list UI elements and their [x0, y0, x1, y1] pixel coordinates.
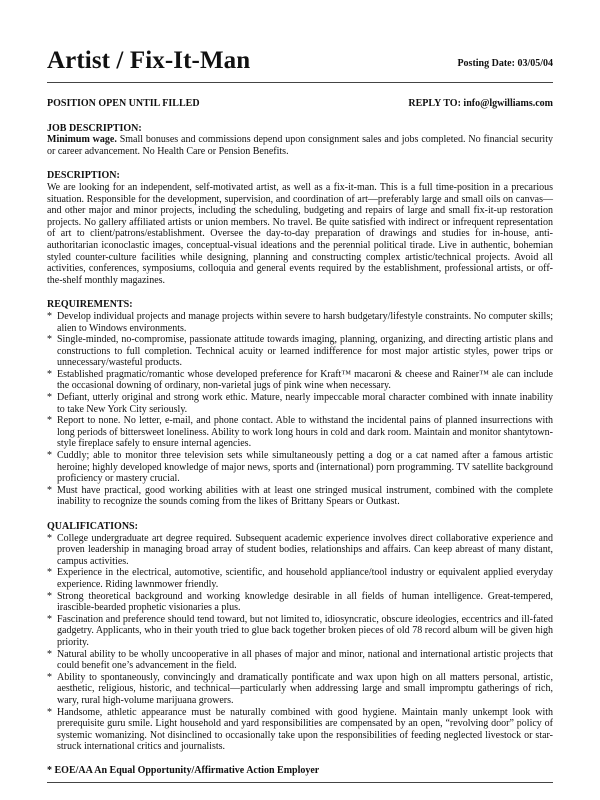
bullet-marker: * — [47, 567, 52, 579]
list-item-text: Handsome, athletic appearance must be naturally combined with good hygiene. Maintain manly unkempt look with prerequisite guru smile. Light household and yard responsibilities are compensated by an open, “revolving door” policy of systemic womanizing. Not disinclined to occasionally take upon the responsibilities of feeding neglected livestock or star-struck international critics and journalists. — [57, 706, 553, 753]
list-item — [47, 415, 553, 450]
header-divider — [47, 82, 553, 83]
list-item-text: Natural ability to be wholly uncooperative in all phases of major and minor, national and international artistic projects that could benefit one’s advancement in the field. — [57, 648, 553, 672]
job-description-section — [47, 123, 553, 158]
bullet-marker: * — [47, 706, 52, 718]
description-section — [47, 170, 553, 286]
page-header — [47, 46, 553, 80]
list-item — [47, 614, 553, 649]
list-item — [47, 567, 553, 590]
bullet-marker: * — [47, 310, 52, 322]
list-item — [47, 392, 553, 415]
subheader — [47, 98, 553, 110]
footer-divider — [47, 782, 553, 783]
list-item — [47, 649, 553, 672]
description-text: We are looking for an independent, self-motivated artist, as well as a fix-it-man. This is a full time-position in a precarious situation. Responsible for the development, supervision, and coordination of art—preferably large and small oils on canvas—and other major and minor projects, including the scheduling, budgeting and repairs of large and small fix-it-up restoration projects. No gallery affiliated artists or union members. No travel. Be quite satisfied with indirect or infrequent representation of art to client/patrons/establishment. Oversee the day-to-day preparation of drawings and studies for in-house, anti-authoritarian iconoclastic images, conceptual-visual ideations and the perennial political tirade. Live in authentic, bohemian styled counter-culture facilities while designing, planning and constructing complex artistic/technical projects. Avoid all activities, conferences, symposiums, colloquia and general events required by the establishment, professional artists, or off-the-shelf monthly magazines. — [47, 181, 553, 286]
list-item-text: Develop individual projects and manage projects within severe to harsh budgetary/lifestyle constraints. No computer skills; alien to Windows environments. — [57, 310, 553, 334]
list-item-text: Fascination and preference should tend toward, but not limited to, idiosyncratic, obscure ideologies, eccentrics and ill-fated gadgetry. Applicants, who in their youth tried to glue back together broken pieces of old 78 record album will be given high priority. — [57, 613, 553, 648]
requirements-heading: REQUIREMENTS: — [47, 299, 133, 311]
list-item-text: Defiant, utterly original and strong work ethic. Mature, nearly impeccable moral character combined with innate inability to take New York City seriously. — [57, 392, 553, 415]
list-item — [47, 707, 553, 753]
posting-date: Posting Date: 03/05/04 — [457, 58, 553, 70]
list-item — [47, 485, 553, 508]
list-item — [47, 672, 553, 707]
bullet-marker: * — [47, 671, 52, 683]
eeo-statement: * EOE/AA An Equal Opportunity/Affirmative Action Employer — [47, 764, 320, 776]
bullet-marker: * — [47, 532, 52, 544]
job-description-lead: Minimum wage. — [47, 134, 117, 146]
list-item — [47, 369, 553, 392]
bullet-marker: * — [47, 368, 52, 380]
page-title: Artist / Fix-It-Man — [47, 47, 251, 74]
requirements-list — [47, 311, 553, 508]
bullet-marker: * — [47, 648, 52, 660]
list-item-text: Ability to spontaneously, convincingly and dramatically pontificate and wax upon high on all matters personal, artistic, aesthetic, religious, historic, and technical—particularly when addressing large and small impromptu gatherings of rich, wary, rural high-volume marijuana growers. — [57, 671, 553, 706]
qualifications-section — [47, 521, 553, 753]
list-item-text: Single-minded, no-compromise, passionate attitude towards imaging, planning, organizing, and directing artistic plans and constructions to full completion. Technical acuity or learned indifference for most major artistic styles, power trips or unnecessary/wasteful products. — [57, 334, 553, 369]
reply-to: REPLY TO: info@lgwilliams.com — [408, 98, 553, 109]
list-item-text: College undergraduate art degree required. Subsequent academic experience involves direct collaborative experience and proven leadership in managing broad array of student bodies, relationships and affairs. Can keep abreast of many distant, campus activities. — [57, 532, 553, 567]
bullet-marker: * — [47, 484, 52, 496]
list-item — [47, 533, 553, 568]
requirements-section — [47, 299, 553, 508]
list-item — [47, 450, 553, 485]
qualifications-list — [47, 533, 553, 753]
list-item-text: Strong theoretical background and working knowledge desirable in all fields of human intelligence. Great-tempered, irascible-bearded prophetic visionaries a plus. — [57, 590, 553, 614]
list-item-text: Must have practical, good working abilities with at least one stringed musical instrument, combined with the complete inability to recognize the sounds coming from the likes of Brittany Spears or Outkast. — [57, 484, 553, 508]
bullet-marker: * — [47, 613, 52, 625]
list-item-text: Established pragmatic/romantic whose developed preference for Kraft™ macaroni & cheese and Rainer™ ale can include the occasional downing of ordinary, non-varietal jugs of pink wine when necessary. — [57, 368, 553, 392]
bullet-marker: * — [47, 450, 52, 462]
bullet-marker: * — [47, 415, 52, 427]
job-description-heading: JOB DESCRIPTION: — [47, 122, 142, 134]
list-item — [47, 334, 553, 369]
bullet-marker: * — [47, 334, 52, 346]
position-status: POSITION OPEN UNTIL FILLED — [47, 98, 200, 109]
bullet-marker: * — [47, 590, 52, 602]
list-item-text: Cuddly; able to monitor three television sets while simultaneously petting a dog or a cat named after a famous artistic heroine; highly developed knowledge of major news, sports and (international) porn programming. TV satellite background proficiency or mastery crucial. — [57, 450, 553, 485]
job-description-text — [47, 134, 553, 157]
description-heading: DESCRIPTION: — [47, 170, 120, 182]
list-item — [47, 311, 553, 334]
job-description-body: Small bonuses and commissions depend upon consignment sales and jobs completed. No financial security or career advancement. No Health Care or Pension Benefits. — [47, 134, 553, 157]
qualifications-heading: QUALIFICATIONS: — [47, 521, 138, 532]
list-item-text: Report to none. No letter, e-mail, and phone contact. Able to withstand the incidental pains of planned insurrections with long periods of bittersweet loneliness. Ability to work long hours in cold and dark room. Maintain and monitor shantytown-style fireplace safely to ensure internal agencies. — [57, 415, 553, 450]
list-item — [47, 591, 553, 614]
bullet-marker: * — [47, 392, 52, 404]
list-item-text: Experience in the electrical, automotive, scientific, and household appliance/tool industry or equivalent applied everyday experience. Riding lawnmower friendly. — [57, 567, 553, 590]
